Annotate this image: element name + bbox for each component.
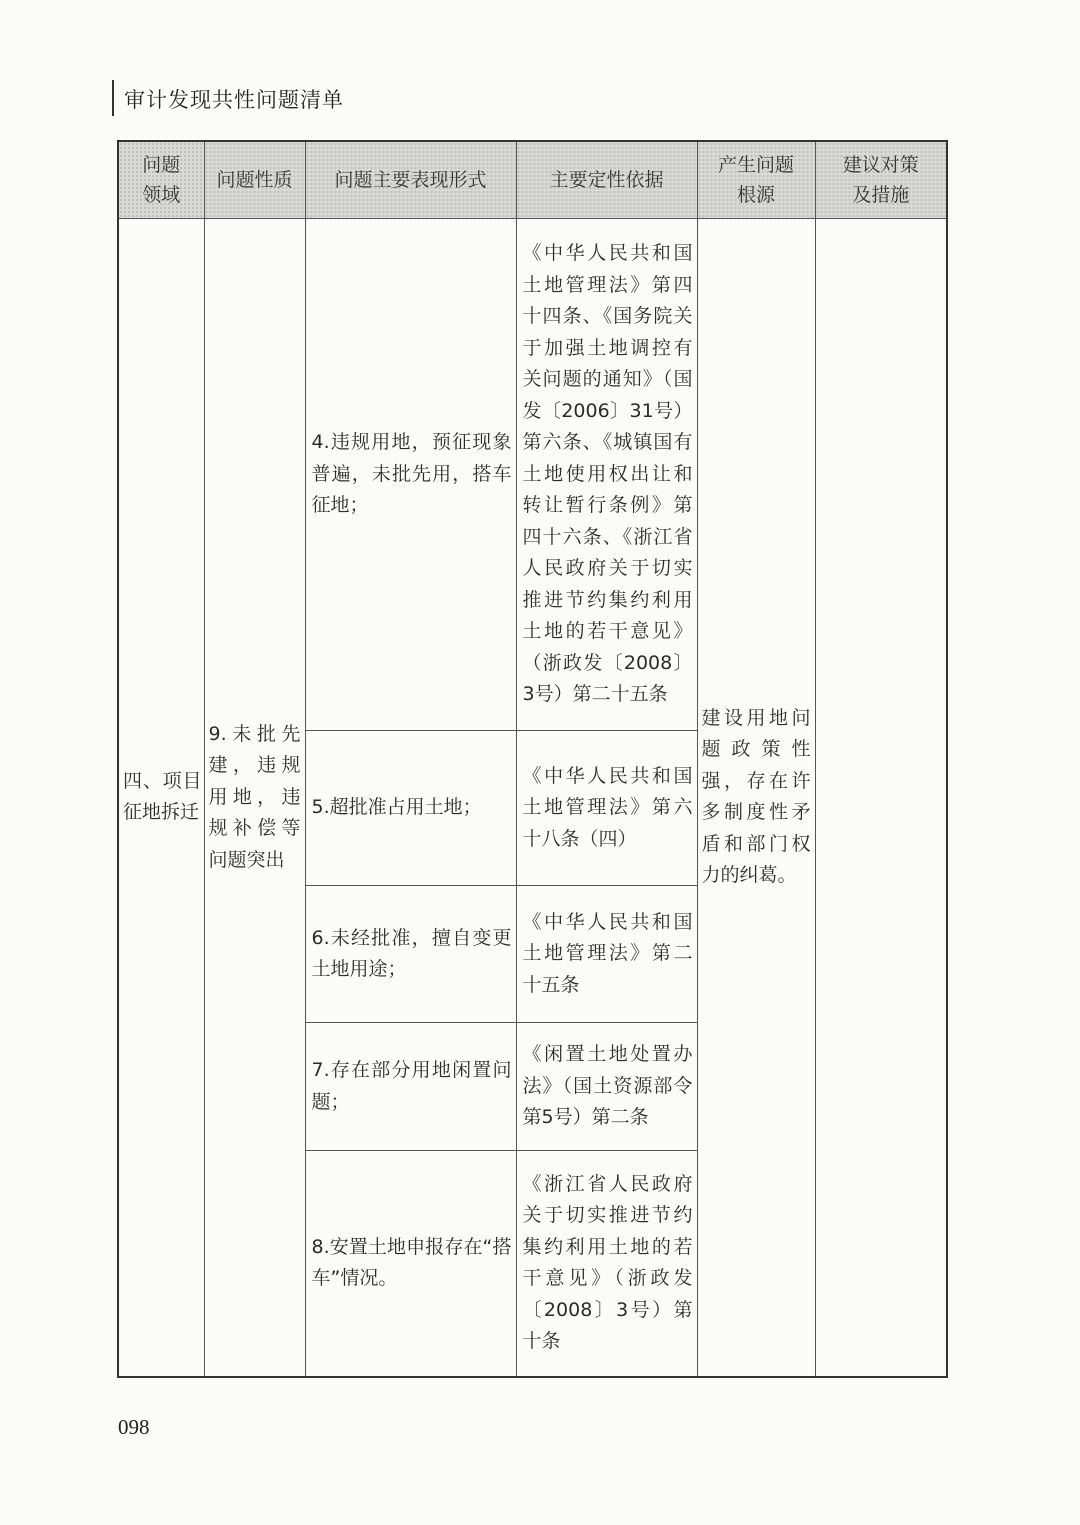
form-cell xyxy=(305,1023,516,1151)
column-header-root-cause xyxy=(697,141,815,219)
column-header-label: 问题 领域 xyxy=(142,154,181,206)
column-header-domain xyxy=(118,141,204,219)
form-cell xyxy=(305,219,516,731)
basis-cell xyxy=(516,1151,697,1377)
page-number: 098 xyxy=(118,1415,150,1439)
column-header-label: 问题性质 xyxy=(216,169,293,191)
column-header-countermeasures xyxy=(815,141,947,219)
table-row xyxy=(118,219,947,731)
form-cell xyxy=(305,1151,516,1377)
form-text: 5.超批准占用土地； xyxy=(311,796,482,819)
page-header-title: 审计发现共性问题清单 xyxy=(124,88,344,112)
form-cell xyxy=(305,731,516,886)
root-cause-text: 建设用地问题政策性强，存在许多制度性矛盾和部门权力的纠葛。 xyxy=(701,706,811,887)
basis-cell xyxy=(516,731,697,886)
column-header-label: 主要定性依据 xyxy=(549,169,664,191)
table-header-row xyxy=(118,141,947,219)
domain-cell xyxy=(118,219,204,1377)
form-text: 8.安置土地申报存在“搭车”情况。 xyxy=(311,1235,512,1290)
countermeasures-cell xyxy=(815,219,947,1377)
column-header-nature xyxy=(204,141,305,219)
column-header-basis xyxy=(516,141,697,219)
form-text: 6.未经批准，擅自变更土地用途； xyxy=(311,926,512,980)
form-cell xyxy=(305,886,516,1023)
audit-issues-table xyxy=(117,140,948,1378)
form-text: 4.违规用地，预征现象普遍，未批先用，搭车征地； xyxy=(311,431,512,517)
root-cause-cell xyxy=(697,219,815,1377)
nature-text: 9.未批先建，违规用地，违规补偿等问题突出 xyxy=(208,722,301,871)
column-header-label: 问题主要表现形式 xyxy=(334,169,487,191)
basis-text: 《闲置土地处置办法》（国土资源部令第5号）第二条 xyxy=(522,1043,693,1129)
basis-cell xyxy=(516,886,697,1023)
header-rule xyxy=(112,80,114,116)
basis-cell xyxy=(516,219,697,731)
basis-cell xyxy=(516,1023,697,1151)
basis-text: 《中华人民共和国土地管理法》第四十四条、《国务院关于加强土地调控有关问题的通知》（国发〔2006〕31号）第六条、《城镇国有土地使用权出让和转让暂行条例》第四十六条、《浙江省人民政府关于切实推进节约集约利用土地的若干意见》（浙政发〔2008〕3号）第二十五条 xyxy=(522,242,693,706)
nature-cell xyxy=(204,219,305,1377)
domain-text: 四、项目征地拆迁 xyxy=(123,769,202,824)
basis-text: 《浙江省人民政府关于切实推进节约集约利用土地的若干意见》（浙政发〔2008〕3号）第十条 xyxy=(522,1172,693,1353)
column-header-form xyxy=(305,141,516,219)
form-text: 7.存在部分用地闲置问题； xyxy=(311,1059,512,1113)
basis-text: 《中华人民共和国土地管理法》第六十八条（四） xyxy=(522,764,693,850)
column-header-label: 产生问题 根源 xyxy=(717,154,794,206)
basis-text: 《中华人民共和国土地管理法》第二十五条 xyxy=(522,910,693,996)
column-header-label: 建议对策 及措施 xyxy=(842,154,919,206)
